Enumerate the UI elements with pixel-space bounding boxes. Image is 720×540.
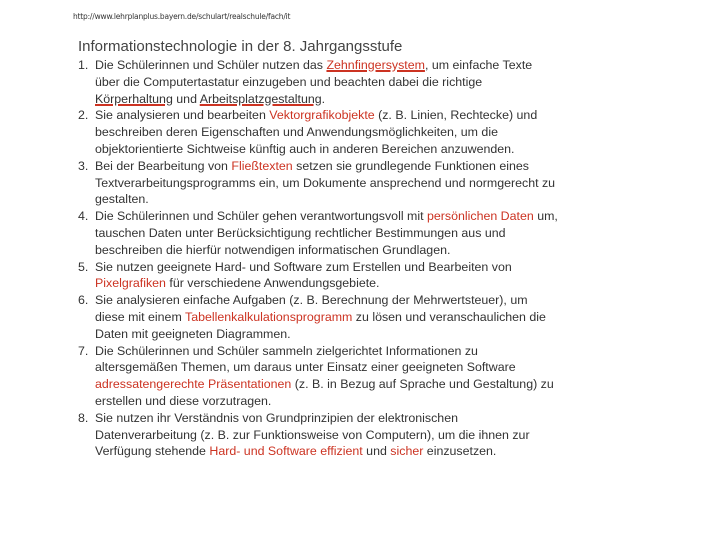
highlight-term[interactable]: adressatengerechte Präsentationen <box>95 377 292 392</box>
list-item-number: 2. <box>78 108 89 123</box>
highlight-term[interactable]: sicher <box>390 444 424 459</box>
highlight-term[interactable]: Tabellenkalkulationsprogramm <box>185 309 353 324</box>
list-item-number: 6. <box>78 293 89 308</box>
list-item <box>78 292 558 342</box>
list-item-text: Sie analysieren und bearbeiten <box>95 108 270 123</box>
list-item-number: 5. <box>78 259 89 274</box>
highlight-term[interactable]: Pixelgrafiken <box>95 276 166 291</box>
page-title-text: Informationstechnologie in der 8. Jahrgangsstufe <box>78 38 403 55</box>
list-item-text: (z. B. in Bezug auf Sprache und Gestaltung) zu erstellen und diese vorzutragen. <box>95 377 554 408</box>
list-item <box>78 57 558 107</box>
list-item <box>78 107 558 157</box>
highlight-term[interactable]: Vektorgrafikobjekte <box>269 108 375 123</box>
underlined-term-link[interactable]: Körperhaltung <box>95 91 173 106</box>
list-item-number: 4. <box>78 209 89 224</box>
list-item-number: 7. <box>78 343 89 358</box>
list-item <box>78 343 558 410</box>
list-item-text: Sie analysieren einfache Aufgaben (z. B. Berechnung der Mehrwertsteuer), um diese mit einem <box>95 293 528 324</box>
source-url: http://www.lehrplanplus.bayern.de/schulart/realschule/fach/it <box>73 12 291 21</box>
list-item-text: einzusetzen. <box>423 444 497 459</box>
list-item-text: setzen sie grundlegende Funktionen eines Textverarbeitungsprogramms ein, um Dokumente ansprechend und normgerecht zu gestalten. <box>95 158 556 207</box>
list-item-text: um, tauschen Daten unter Berücksichtigung rechtlicher Bestimmungen aus und beschreiben die hierfür notwendigen informatischen Grundlagen. <box>95 209 558 257</box>
list-item <box>78 208 558 258</box>
list-item-number: 1. <box>78 58 89 72</box>
list-item <box>78 410 558 460</box>
list-item-text: , um einfache Texte über die Computertastatur einzugeben und beachten dabei die richtige <box>95 58 533 89</box>
list-item-text: und <box>362 444 391 459</box>
list-item-text: . <box>321 91 326 106</box>
highlight-term[interactable]: persönlichen Daten <box>426 209 534 224</box>
highlight-term[interactable]: Fließtexten <box>231 158 293 173</box>
page-title <box>78 38 402 55</box>
list-item-text: zu lösen und veranschaulichen die Daten mit geeigneten Diagrammen. <box>95 309 546 341</box>
list-item-text: Sie nutzen ihr Verständnis von Grundprinzipien der elektronischen Datenverarbeitung (z. B. zur Funktionsweise von Computern), um die ihnen zur Verfügung stehende <box>95 410 530 459</box>
highlight-term[interactable]: Hard- und Software effizient <box>209 444 363 459</box>
list-item-text: und <box>172 91 200 106</box>
list-item-text: Sie nutzen geeignete Hard- und Software zum Erstellen und Bearbeiten von <box>95 259 512 274</box>
underlined-term-link[interactable]: Arbeitsplatzgestaltung <box>199 91 322 106</box>
list-item-number: 3. <box>78 158 89 173</box>
list-item-number: 8. <box>78 410 89 425</box>
list-item <box>78 259 558 293</box>
list-item-text: (z. B. Linien, Rechtecke) und beschreiben deren Eigenschaften und Anwendungsmöglichkeiten, um die objektorientierte Sichtweise künftig auch in anderen Bereichen anzuwenden. <box>95 108 538 156</box>
list-item-text: Die Schülerinnen und Schüler nutzen das <box>95 58 327 72</box>
list-item-text: für verschiedene Anwendungsgebiete. <box>165 276 380 291</box>
list-item-text: Die Schülerinnen und Schüler sammeln zielgerichtet Informationen zu altersgemäßen Themen, um daraus unter Einsatz einer geeigneten Software <box>95 343 516 375</box>
competency-list <box>78 57 558 460</box>
list-item <box>78 158 558 208</box>
list-item-text: Die Schülerinnen und Schüler gehen verantwortungsvoll mit <box>95 209 427 224</box>
list-item-text: Bei der Bearbeitung von <box>95 158 232 173</box>
highlight-term-link[interactable]: Zehnfingersystem <box>326 58 425 72</box>
